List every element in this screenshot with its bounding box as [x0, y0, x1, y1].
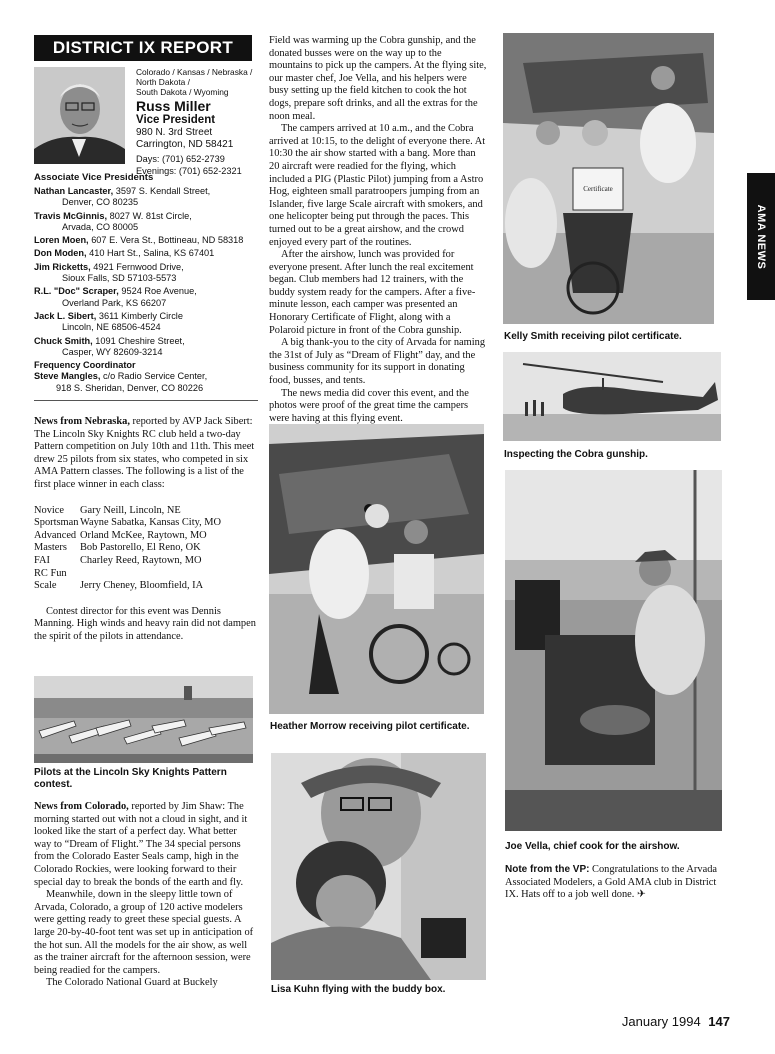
side-tab	[747, 173, 775, 300]
freq-entry-line2: 918 S. Sheridan, Denver, CO 80226	[56, 382, 204, 393]
page-number: 147	[708, 1014, 730, 1029]
vp-days-phone: Days: (701) 652-2739	[136, 154, 225, 165]
avp-entry-line2: Overland Park, KS 66207	[62, 297, 167, 308]
avp-entry: R.L. "Doc" Scraper, 9524 Roe Avenue,	[34, 286, 197, 297]
table-row: Advanced Orland McKee, Raytown, MO	[34, 529, 207, 541]
vp-evenings-phone: Evenings: (701) 652-2321	[136, 165, 242, 176]
avp-entry: Jim Ricketts, 4921 Fernwood Drive,	[34, 261, 184, 272]
winners-table	[34, 505, 221, 593]
side-tab-label: AMA NEWS	[755, 204, 767, 269]
table-row: Novice Gary Neill, Lincoln, NE	[34, 504, 181, 516]
vp-city: Carrington, ND 58421	[136, 139, 234, 151]
avp-entry-line2: Sioux Falls, SD 57103-5573	[62, 273, 177, 284]
certificate-text: Certificate	[583, 185, 613, 193]
table-row: Masters Bob Pastorello, El Reno, OK	[34, 542, 201, 554]
table-row: Sportsman Wayne Sabatka, Kansas City, MO	[34, 517, 222, 529]
lisa-photo	[271, 753, 486, 980]
avp-entry: Don Moden, 410 Hart St., Salina, KS 67401	[34, 248, 215, 259]
kelly-caption: Kelly Smith receiving pilot certificate.	[504, 331, 682, 342]
table-row: RC Fun	[34, 567, 67, 579]
pattern-caption: Pilots at the Lincoln Sky Knights Pattern contest.	[34, 767, 227, 790]
nebraska-story: News from Nebraska, reported by AVP Jack Sibert: The Lincoln Sky Knights RC club held a two-day Pattern competition on July 10th and 11th. This meet drew 25 pilots from six states, who competed in six AMA Pattern classes. The following is a list of the first place winner in each class: Novice Gary Neill, Lincoln, NE Sportsman Wayne Sabatka, Kansas City, MO Advanced Orland McKee, Raytown, MO Masters Bob Pastorello, El Reno, OK FAI Charley Reed, Raytown, MO RC Fun Scale Jerry Cheney, Bloomfield, IA Contest director for this event was Dennis Manning. High winds and heavy rain did not dampen the spirit of the pilots in attendance.	[34, 416, 256, 642]
cobra-photo	[503, 352, 721, 441]
pattern-contest-photo	[34, 676, 253, 763]
avp-entry: Loren Moen, 607 E. Vera St., Bottineau, ND 58318	[34, 235, 244, 246]
table-row: FAI Charley Reed, Raytown, MO	[34, 554, 202, 566]
middle-column-story: Field was warming up the Cobra gunship, and the donated busses were on the way up to the mountains to pick up the campers. At the flying site, our master chef, Joe Vella, and his helpers were busy setting up the field kitchen to cook the hot dogs, prepare soft drinks, and all the extras for the noon meal. The campers arrived at 10 a.m., and the Cobra arrived at 10:15, to the delight of everyone there. At 10:30 the air show started with a bang. More than 20 aircraft were readied for the flying, which included a PIG (Plastic Pilot) jumping from a Astro Hog, eighteen small paratroopers jumping from an Islander, five large Scale aircraft with smokers, and one helicopter being put through the paces. This turned out to be a great airshow, and the crowd enjoyed every part of the routines. After the airshow, lunch was provided for everyone present. After lunch the real excitement began. Club members had 12 trainers, with the buddy system ready for the campers. After a five-minute lesson, each camper was presented an Honorary Certificate of Flight, along with a Polaroid picture in front of the Cobra gunship. A big thank-you to the city of Arvada for naming the 31st of July as “Dream of Flight” day, and the business community for its support in donating food, busses, and tents. The news media did cover this event, and the photos were proof of the great time the campers were having at this flying event.	[269, 35, 487, 424]
vp-portrait	[34, 67, 125, 164]
avp-heading: Associate Vice Presidents	[34, 172, 154, 183]
issue-date: January 1994	[621, 1014, 701, 1029]
vp-street: 980 N. 3rd Street	[136, 127, 213, 139]
avp-entry: Jack L. Sibert, 3611 Kimberly Circle	[34, 310, 183, 321]
section-banner: DISTRICT IX REPORT	[34, 35, 252, 61]
joe-photo	[505, 470, 722, 831]
vp-states: Colorado / Kansas / Nebraska / North Dakota / South Dakota / Wyoming	[136, 67, 253, 97]
avp-entry: Nathan Lancaster, 3597 S. Kendall Street,	[34, 186, 211, 196]
avp-entry: Chuck Smith, 1091 Cheshire Street,	[34, 335, 185, 346]
vp-title: Vice President	[136, 114, 216, 127]
vp-name: Russ Miller	[136, 98, 211, 115]
avp-entry-line2: Arvada, CO 80005	[62, 221, 139, 232]
heather-photo	[269, 424, 484, 714]
kelly-photo	[503, 33, 714, 324]
page-footer	[560, 1014, 730, 1029]
divider	[34, 400, 258, 401]
colorado-story: News from Colorado, reported by Jim Shaw: The morning started out with not a cloud in sight, and it looked like the start of a perfect day. What better way to “Dream of Flight.” The 34 special persons from the Colorado Easter Seals camp, high in the Colorado Rockies, were looking forward to their special day to break the bonds of the earth and fly. Meanwhile, down in the sleepy little town of Arvada, Colorado, a group of 120 active modelers were getting ready to greet these special guests. A large 20-by-40-foot tent was set up in anticipation of the hot sun. All the models for the air show, as well as the trainer aircraft for the afternoon session, were being readied for the campers. The Colorado National Guard at Buckely	[34, 801, 254, 989]
airplane-icon: ✈	[637, 889, 646, 901]
freq-entry: Steve Mangles, c/o Radio Service Center,	[34, 371, 208, 382]
cobra-caption: Inspecting the Cobra gunship.	[504, 449, 648, 460]
lisa-caption: Lisa Kuhn flying with the buddy box.	[271, 984, 446, 995]
table-row: Scale Jerry Cheney, Bloomfield, IA	[34, 580, 204, 592]
avp-entry-line2: Lincoln, NE 68506-4524	[62, 322, 161, 333]
vp-contact	[136, 68, 258, 177]
avp-entry: Travis McGinnis, 8027 W. 81st Circle,	[34, 210, 192, 221]
heather-caption: Heather Morrow receiving pilot certificate.	[270, 721, 470, 732]
avp-entry-line2: Casper, WY 82609-3214	[62, 346, 163, 357]
joe-caption: Joe Vella, chief cook for the airshow.	[505, 841, 680, 852]
avp-entry-line2: Denver, CO 80235	[62, 197, 139, 208]
freq-heading: Frequency Coordinator	[34, 360, 136, 371]
vp-note: Note from the VP: Congratulations to the Arvada Associated Modelers, a Gold AMA club in District IX. Hats off to a job well done. ✈	[505, 864, 718, 901]
avp-list	[34, 172, 262, 394]
